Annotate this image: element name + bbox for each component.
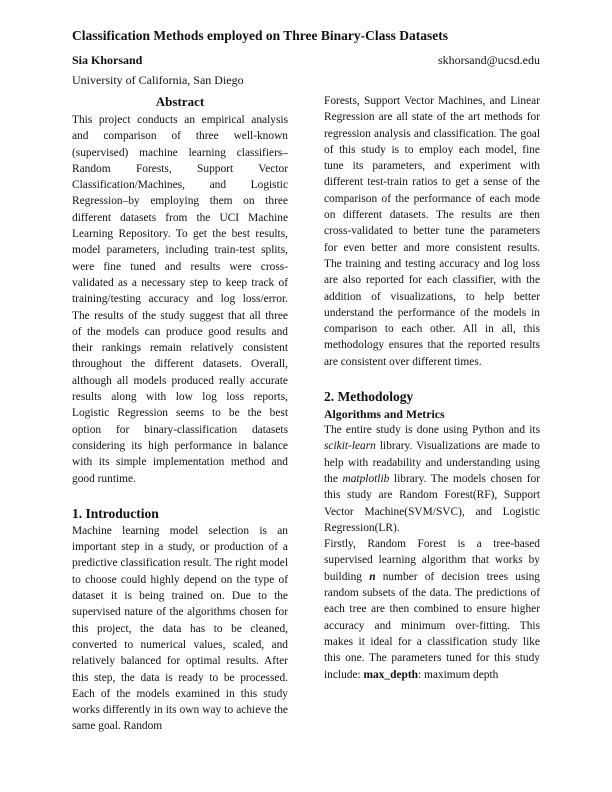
introduction-text: Machine learning model selection is an important step in a study, or production of a predictive classification result. The right model to choose could highly depend on the type of dataset it is being trained on. Due to the supervised nature of the algorithms chosen for this project, the data has to be cleaned, converted to numerical values, scaled, and relatively balanced for optimal results. After this step, the data is ready to be processed. Each of the models examined in this study works differently in its own way to achieve the same goal. Random bbox=[72, 524, 288, 733]
author-affiliation: University of California, San Diego bbox=[72, 73, 244, 87]
library-name-matplotlib: matplotlib bbox=[342, 472, 390, 485]
paper-title: Classification Methods employed on Three Binary-Class Datasets bbox=[72, 30, 449, 43]
author-name: Sia Khorsand bbox=[72, 53, 143, 67]
methodology-p1-text-a: The entire study is done using Python and its bbox=[324, 424, 540, 437]
abstract-heading: Abstract bbox=[155, 94, 205, 109]
methodology-paragraph-2 bbox=[324, 536, 540, 683]
introduction-heading: 1. Introduction bbox=[72, 505, 159, 521]
variable-n: n bbox=[369, 570, 376, 583]
algorithms-metrics-subheading: Algorithms and Metrics bbox=[324, 407, 445, 422]
right-column bbox=[324, 93, 540, 683]
methodology-p2-text-b: number of decision trees using random subsets of the data. The predictions of each tree are then combined to ensure higher accuracy and minimum over-fitting. This makes it ideal for a classification study like this one. The parameters tuned for this study include: bbox=[324, 570, 540, 681]
methodology-heading: 2. Methodology bbox=[324, 389, 414, 405]
methodology-p1-text-c: library. The models chosen for this study are Random Forest(RF), Support Vector Machine(SVM/SVC), and Logistic Regression(LR). bbox=[324, 472, 541, 534]
methodology-p2-text-a: Firstly, Random Forest is a tree-based supervised learning algorithm that works by building bbox=[324, 538, 540, 583]
author-email: skhorsand@ucsd.edu bbox=[437, 53, 540, 67]
methodology-p2-text-c: : maximum depth bbox=[417, 668, 499, 681]
introduction-text-continued: Forests, Support Vector Machines, and Linear Regression are all state of the art methods for regression analysis and classification. The goal of this study is to employ each model, fine tune its parameters, and experiment with different test-train ratios to get a sense of the comparison of the performance of each mode on different datasets. The results are then cross-validated to better tune the parameters for even better and more consistent results. The training and testing accuracy and log loss are also reported for each classifier, with the addition of visualizations, to help better understand the performance of the models in comparison to each other. All in all, this methodology ensures that the reported results are consistent over different times. bbox=[324, 95, 540, 368]
library-name-scikit-learn: scikit-learn bbox=[324, 440, 376, 453]
abstract-text: This project conducts an empirical analysis and comparison of three well-known (supervised) machine learning classifiers–Random Forests, Support Vector Classification/Machines, and Logistic Regression–by employing them on three different datasets from the UCI Machine Learning Repository. To get the best results, model parameters, including train-test splits, were fine tuned and results were cross-validated as a necessary step to keep track of training/testing accuracy and log loss/error. The results of the study suggest that all three of the models can produce good results and their rankings remain relatively consistent throughout the different datasets. Overall, although all models produced really accurate results along with low log loss reports, Logistic Regression seems to be the best option for binary-classification datasets considering its high performance in balance with its simple implementation method and good runtime. bbox=[72, 114, 288, 485]
methodology-paragraph-1 bbox=[324, 422, 540, 536]
parameter-max-depth: max_depth bbox=[363, 668, 418, 681]
left-column bbox=[72, 93, 288, 735]
methodology-p1-text-b: library. Visualizations are made to help with readability and understanding using the bbox=[324, 440, 540, 485]
